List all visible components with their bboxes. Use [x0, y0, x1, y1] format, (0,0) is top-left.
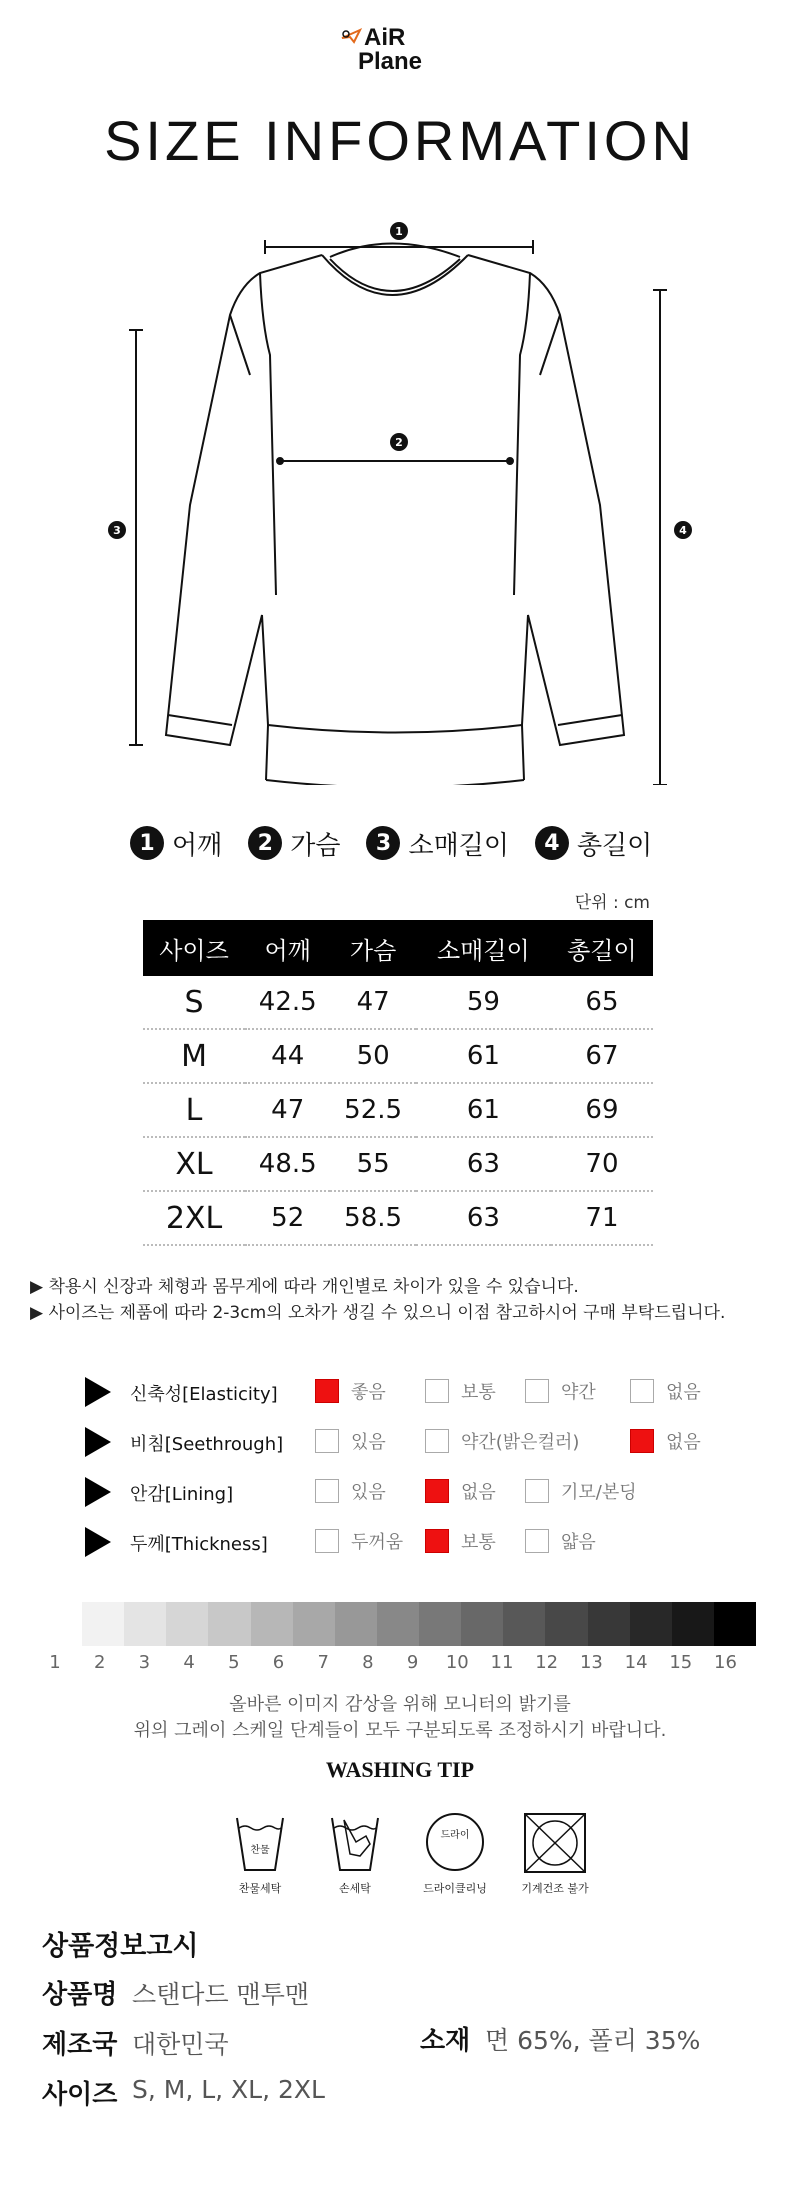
- column-header: 가슴: [330, 920, 415, 976]
- table-row: [143, 1083, 653, 1137]
- property-elasticity: [85, 1372, 765, 1412]
- gray-label: 7: [317, 1652, 329, 1673]
- table-cell: 71: [551, 1191, 653, 1245]
- gray-swatch: [166, 1602, 208, 1646]
- option-thick: 두꺼움: [315, 1528, 403, 1554]
- option-slight: 약간: [525, 1378, 596, 1404]
- table-cell: 50: [330, 1029, 415, 1083]
- table-cell: 58.5: [330, 1191, 415, 1245]
- size-table: [143, 920, 653, 1246]
- dry-clean-icon: [400, 1810, 510, 1876]
- option-good: 좋음: [315, 1378, 386, 1404]
- gray-swatch: [419, 1602, 461, 1646]
- wash-item-cold: [205, 1810, 315, 1900]
- property-label: 비침[Seethrough]: [130, 1434, 284, 1455]
- legend-number: 2: [248, 826, 282, 860]
- gray-swatch: [251, 1602, 293, 1646]
- gray-label: 9: [406, 1652, 419, 1673]
- checkbox: [425, 1429, 449, 1453]
- gray-label: 3: [138, 1652, 151, 1673]
- svg-text:드라이: 드라이: [440, 1830, 470, 1841]
- table-cell: 65: [551, 976, 653, 1029]
- table-row: [143, 1029, 653, 1083]
- logo-line1: AiR: [364, 24, 406, 51]
- checkbox: [315, 1479, 339, 1503]
- table-header-row: [143, 920, 653, 976]
- option-none: 없음: [630, 1378, 701, 1404]
- size-label: 사이즈: [42, 2080, 118, 2110]
- name-label: 상품명: [42, 1980, 118, 2010]
- legend-label: 가슴: [290, 830, 341, 861]
- checkbox: [425, 1379, 449, 1403]
- table-cell: 63: [416, 1191, 551, 1245]
- legend-number: 4: [535, 826, 569, 860]
- gray-label: 15: [669, 1652, 693, 1673]
- table-cell: 48.5: [245, 1137, 330, 1191]
- checkbox: [630, 1379, 654, 1403]
- table-cell: 2XL: [143, 1191, 245, 1245]
- marker-3: 3: [113, 524, 121, 537]
- gray-swatch: [377, 1602, 419, 1646]
- checkbox: [315, 1429, 339, 1453]
- brand-logo: [340, 20, 460, 80]
- property-label: 안감[Lining]: [130, 1484, 234, 1505]
- monitor-note: 올바른 이미지 감상을 위해 모니터의 밝기를: [229, 1694, 571, 1715]
- option-none: 없음: [425, 1478, 496, 1504]
- gray-swatch: [672, 1602, 714, 1646]
- checkbox: [315, 1529, 339, 1553]
- wash-item-hand: [300, 1810, 410, 1900]
- property-label: 두께[Thickness]: [130, 1534, 268, 1555]
- origin-label: 제조국: [42, 2030, 118, 2060]
- triangle-arrow-icon: [85, 1477, 111, 1507]
- gray-swatch: [503, 1602, 545, 1646]
- marker-2: 2: [395, 436, 403, 449]
- option-fleece: 기모/본딩: [525, 1478, 637, 1504]
- checkbox: [525, 1479, 549, 1503]
- info-heading: 상품정보고시: [42, 1931, 199, 1962]
- airplane-icon: [340, 26, 364, 46]
- gray-label: 16: [714, 1652, 737, 1673]
- wash-label: 기계건조 불가: [521, 1882, 589, 1895]
- triangle-arrow-icon: [85, 1527, 111, 1557]
- table-cell: 59: [416, 976, 551, 1029]
- water-tub-icon: [205, 1810, 315, 1876]
- no-tumble-dry-icon: [500, 1810, 610, 1876]
- legend-number: 3: [366, 826, 400, 860]
- option-thin: 얇음: [525, 1528, 596, 1554]
- option-yes: 있음: [315, 1478, 386, 1504]
- table-cell: 42.5: [245, 976, 330, 1029]
- column-header: 소매길이: [416, 920, 551, 976]
- gray-label: 6: [272, 1652, 285, 1673]
- sweatshirt-diagram: [90, 205, 710, 785]
- option-none: 없음: [630, 1428, 701, 1454]
- triangle-arrow-icon: [85, 1427, 111, 1457]
- gray-swatch: [293, 1602, 335, 1646]
- grayscale-labels: [40, 1652, 750, 1678]
- gray-label: 12: [535, 1652, 559, 1673]
- column-header: 사이즈: [143, 920, 245, 976]
- option-normal: 보통: [425, 1528, 496, 1554]
- wash-label: 찬물세탁: [238, 1882, 282, 1895]
- column-header: 총길이: [551, 920, 653, 976]
- table-cell: 55: [330, 1137, 415, 1191]
- gray-swatch: [461, 1602, 503, 1646]
- origin-value: 대한민국: [132, 2030, 229, 2059]
- table-cell: 67: [551, 1029, 653, 1083]
- page-title: SIZE INFORMATION: [104, 109, 696, 172]
- checkbox-checked: [315, 1379, 339, 1403]
- table-cell: M: [143, 1029, 245, 1083]
- gray-swatch: [208, 1602, 250, 1646]
- washing-title: WASHING TIP: [325, 1757, 475, 1782]
- table-row: [143, 1137, 653, 1191]
- option-normal: 보통: [425, 1378, 496, 1404]
- gray-label: 11: [490, 1652, 514, 1673]
- gray-label: 2: [93, 1652, 106, 1673]
- legend-item: [130, 825, 222, 862]
- gray-swatch: [82, 1602, 124, 1646]
- table-cell: 70: [551, 1137, 653, 1191]
- grayscale-bar: [82, 1602, 756, 1646]
- gray-label: 14: [624, 1652, 648, 1673]
- checkbox: [525, 1529, 549, 1553]
- gray-label: 4: [183, 1652, 195, 1673]
- note-text: ▶ 사이즈는 제품에 따라 2-3cm의 오차가 생길 수 있으니 이점 참고하시어 구매 부탁드립니다.: [30, 1303, 726, 1323]
- gray-swatch: [714, 1602, 756, 1646]
- checkbox-checked: [425, 1529, 449, 1553]
- legend-label: 총길이: [576, 830, 653, 861]
- gray-swatch: [335, 1602, 377, 1646]
- table-row: [143, 1191, 653, 1245]
- note-text: ▶ 착용시 신장과 체형과 몸무게에 따라 개인별로 차이가 있을 수 있습니다.: [30, 1277, 579, 1297]
- marker-4: 4: [679, 524, 687, 537]
- legend-label: 소매길이: [408, 830, 509, 861]
- wash-label: 손세탁: [339, 1882, 371, 1895]
- table-cell: 69: [551, 1083, 653, 1137]
- checkbox-checked: [630, 1429, 654, 1453]
- column-header: 어깨: [245, 920, 330, 976]
- unit-label: 단위 : cm: [574, 893, 650, 913]
- property-label: 신축성[Elasticity]: [130, 1384, 278, 1405]
- property-lining: [85, 1472, 765, 1512]
- table-cell: 44: [245, 1029, 330, 1083]
- gray-swatch: [630, 1602, 672, 1646]
- option-yes: 있음: [315, 1428, 386, 1454]
- gray-label: 10: [445, 1652, 469, 1673]
- table-cell: L: [143, 1083, 245, 1137]
- table-row: [143, 976, 653, 1029]
- property-seethrough: [85, 1422, 765, 1462]
- logo-line2: Plane: [358, 48, 423, 75]
- gray-swatch: [545, 1602, 587, 1646]
- hand-wash-icon: [300, 1810, 410, 1876]
- table-cell: 47: [245, 1083, 330, 1137]
- legend-item: [366, 825, 508, 862]
- monitor-note: 위의 그레이 스케일 단계들이 모두 구분되도록 조정하시기 바랍니다.: [133, 1720, 667, 1741]
- gray-label: 1: [49, 1652, 61, 1673]
- material-value: 면 65%, 폴리 35%: [485, 2026, 701, 2055]
- table-cell: S: [143, 976, 245, 1029]
- wash-label: 드라이클리닝: [423, 1882, 487, 1895]
- table-cell: XL: [143, 1137, 245, 1191]
- table-cell: 47: [330, 976, 415, 1029]
- svg-text:찬물: 찬물: [250, 1845, 270, 1856]
- gray-label: 13: [579, 1652, 603, 1673]
- size-value: S, M, L, XL, 2XL: [132, 2075, 325, 2104]
- checkbox-checked: [425, 1479, 449, 1503]
- gray-label: 5: [228, 1652, 240, 1673]
- marker-1: 1: [395, 225, 403, 238]
- legend-label: 어깨: [172, 830, 223, 861]
- property-thickness: [85, 1522, 765, 1562]
- wash-item-dry: [400, 1810, 510, 1900]
- table-cell: 63: [416, 1137, 551, 1191]
- legend-number: 1: [130, 826, 164, 860]
- gray-swatch: [588, 1602, 630, 1646]
- table-cell: 52: [245, 1191, 330, 1245]
- name-value: 스탠다드 맨투맨: [132, 1980, 309, 2009]
- gray-swatch: [124, 1602, 166, 1646]
- gray-label: 8: [362, 1652, 374, 1673]
- measurement-legend: [130, 820, 690, 866]
- legend-item: [535, 825, 652, 862]
- material-label: 소재: [420, 2026, 471, 2056]
- table-cell: 61: [416, 1083, 551, 1137]
- triangle-arrow-icon: [85, 1377, 111, 1407]
- option-slight: 약간(밝은컬러): [425, 1428, 579, 1454]
- table-cell: 61: [416, 1029, 551, 1083]
- checkbox: [525, 1379, 549, 1403]
- legend-item: [248, 825, 340, 862]
- table-cell: 52.5: [330, 1083, 415, 1137]
- wash-item-no-dry: [500, 1810, 610, 1900]
